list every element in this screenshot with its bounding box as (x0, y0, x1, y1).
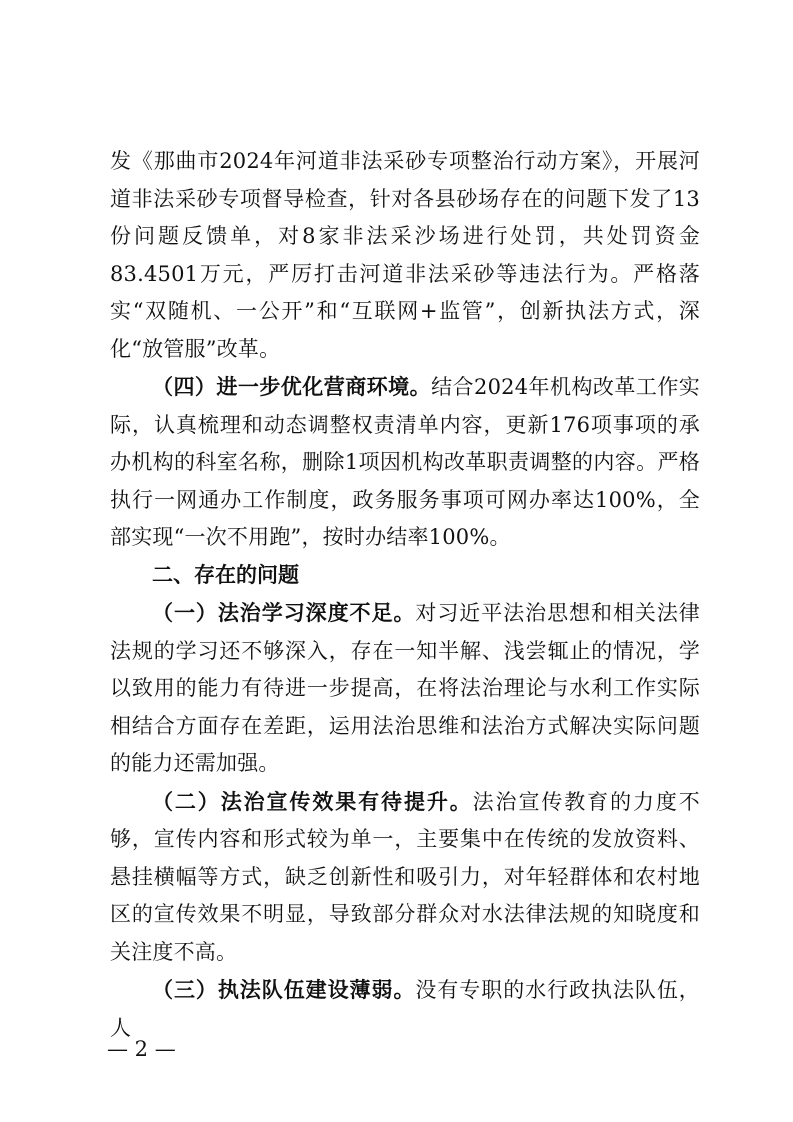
issue-lead: （二）法治宣传效果有待提升。 (152, 788, 473, 814)
section-heading-existing-problems: 二、存在的问题 (152, 562, 299, 587)
issue-text: 对习近平法治思想和相关法律法规的学习还不够深入，存在一知半解、浅尝辄止的情况，学以致用的能力有待进一步提高，在将法治理论与水利工作实际相结合方面存在差距，运用法治思维和法治方式解决实际问题的能力还需加强。 (110, 601, 700, 775)
paragraph-business-environment (110, 368, 700, 557)
issue-enforcement-team (110, 971, 700, 1047)
paragraph-text: 结合2024年机构改革工作实际，认真梳理和动态调整权责清单内容，更新176项事项的承办机构的科室名称，删除1项因机构改革职责调整的内容。严格执行一网通办工作制度，政务服务事项可网办率达100%，全部实现“一次不用跑”，按时办结率100%。 (110, 375, 700, 549)
issue-legal-study (110, 594, 700, 783)
issue-lead: （一）法治学习深度不足。 (152, 600, 416, 625)
paragraph-river-sand-mining (110, 143, 700, 368)
paragraph-lead: （四）进一步优化营商环境。 (152, 374, 432, 399)
issue-text: 没有专职的水行政执法队伍，人 (110, 978, 700, 1040)
paragraph-text: 发《那曲市2024年河道非法采砂专项整治行动方案》，开展河道非法采砂专项督导检查，针对各县砂场存在的问题下发了13份问题反馈单，对8家非法采沙场进行处罚，共处罚资金83.4501万元，严厉打击河道非法采砂等违法行为。严格落实“双随机、一公开”和“互联网+监管”，创新执法方式，深化“放管服”改革。 (110, 149, 700, 361)
page-number: — 2 — (107, 1037, 176, 1061)
document-body (110, 143, 700, 1047)
issue-legal-publicity (110, 783, 700, 972)
issue-lead: （三）执法队伍建设薄弱。 (152, 977, 416, 1002)
issue-text: 法治宣传教育的力度不够，宣传内容和形式较为单一，主要集中在传统的发放资料、悬挂横幅等方式，缺乏创新性和吸引力，对年轻群体和农村地区的宣传效果不明显，导致部分群众对水法律法规的知晓度和关注度不高。 (110, 789, 700, 964)
